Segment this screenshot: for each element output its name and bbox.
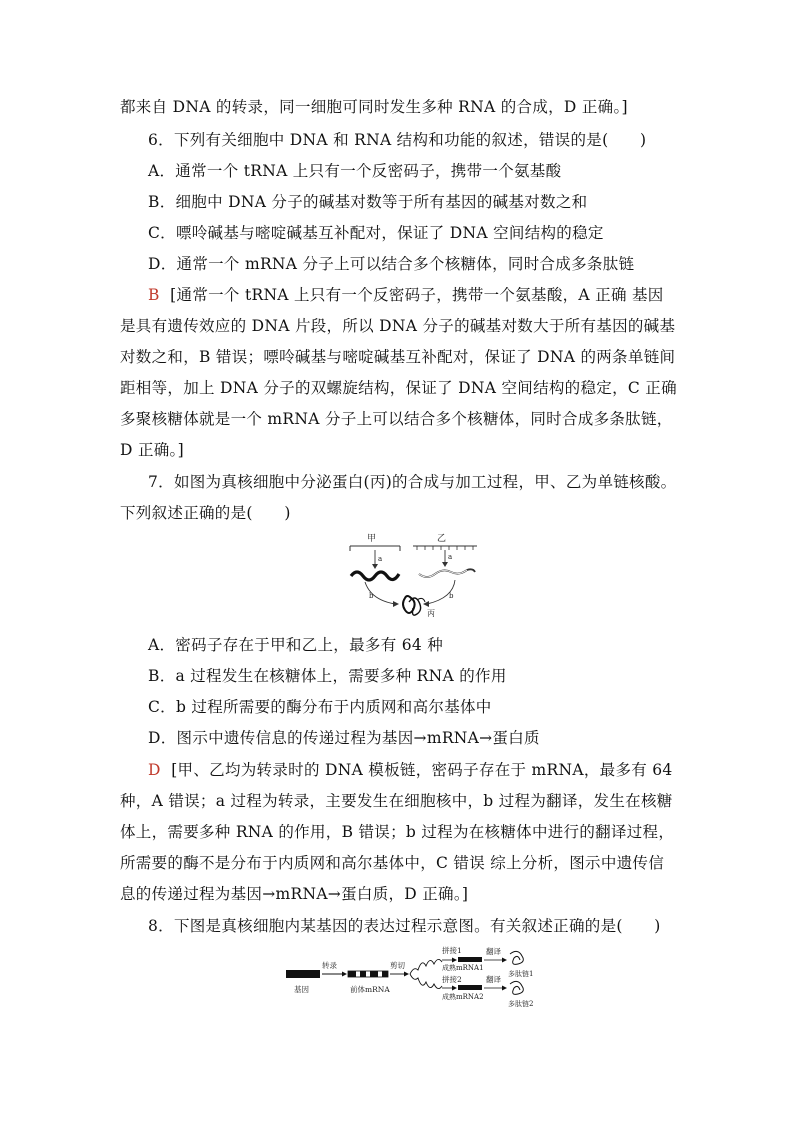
- q8-label-pre-mrna: 前体mRNA: [350, 985, 390, 994]
- q8-label-transcribe: 转录: [322, 961, 337, 970]
- q7-explanation-line4: 所需要的酶不是分布于内质网和高尔基体中，C 错误 综上分析，图示中遗传信: [120, 854, 665, 872]
- q6-option-a: A．通常一个 tRNA 上只有一个反密码子，携带一个氨基酸: [148, 162, 562, 180]
- q8-peptide2-shape: [510, 981, 523, 994]
- q7-label-a-right: a: [448, 553, 453, 561]
- q8-label-gene: 基因: [294, 985, 309, 994]
- q7-option-c: C．b 过程所需要的酶分布于内质网和高尔基体中: [148, 698, 492, 716]
- q6-option-b: B．细胞中 DNA 分子的碱基对数等于所有基因的碱基对数之和: [148, 193, 588, 211]
- q8-label-mature1: 成熟mRNA1: [442, 964, 484, 972]
- q8-label-peptide1: 多肽链1: [508, 970, 534, 978]
- q6-option-c: C．嘌呤碱基与嘧啶碱基互补配对，保证了 DNA 空间结构的稳定: [148, 224, 604, 242]
- q6-explanation-line4: 距相等，加上 DNA 分子的双螺旋结构，保证了 DNA 空间结构的稳定，C 正确: [120, 379, 677, 397]
- q8-pre-mrna-bar: [348, 971, 388, 977]
- q7-label-jia: 甲: [367, 534, 377, 544]
- q7-answer-letter: D: [148, 761, 161, 779]
- q8-peptide1-shape: [510, 951, 523, 964]
- q7-label-b-left: b: [369, 592, 374, 600]
- q7-explanation-line2: 种，A 错误；a 过程为转录，主要发生在细胞核中，b 过程为翻译，发生在核糖: [120, 792, 673, 810]
- q7-label-b-right: b: [449, 592, 454, 600]
- q6-stem: 6．下列有关细胞中 DNA 和 RNA 结构和功能的叙述，错误的是( ): [148, 131, 647, 149]
- q8-label-translate1: 翻译: [486, 947, 501, 956]
- q6-explanation-line2: 是具有遗传效应的 DNA 片段，所以 DNA 分子的碱基对数大于所有基因的碱基: [120, 317, 676, 335]
- q7-stem-line1: 7．如图为真核细胞中分泌蛋白(丙)的合成与加工过程，甲、乙为单链核酸。: [148, 473, 677, 491]
- q8-label-mature2: 成熟mRNA2: [442, 993, 484, 1001]
- q6-explanation-line5: 多聚核糖体就是一个 mRNA 分子上可以结合多个核糖体，同时合成多条肽链，: [120, 410, 673, 428]
- q7-option-d: D．图示中遗传信息的传递过程为基因→mRNA→蛋白质: [148, 729, 540, 747]
- q6-explanation-line1: [148, 284, 664, 306]
- q7-label-yi: 乙: [437, 534, 447, 544]
- q8-label-cut: 剪切: [390, 961, 405, 970]
- q8-stem: 8．下图是真核细胞内某基因的表达过程示意图。有关叙述正确的是( ): [148, 917, 661, 935]
- q7-label-bing: 丙: [427, 609, 435, 618]
- q7-exp1: [甲、乙均为转录时的 DNA 模板链，密码子存在于 mRNA，最多有 64: [171, 761, 673, 779]
- q7-explanation-line5: 息的传递过程为基因→mRNA→蛋白质，D 正确。]: [120, 885, 469, 903]
- q7-explanation-line1: [148, 759, 673, 781]
- q8-label-splice1: 拼接1: [442, 946, 462, 955]
- q6-answer-letter: B: [148, 286, 160, 304]
- q7-diagram: [345, 532, 480, 622]
- q8-label-splice2: 拼接2: [442, 975, 462, 984]
- q7-stem-line2: 下列叙述正确的是( ): [120, 504, 291, 522]
- q6-exp1: [通常一个 tRNA 上只有一个反密码子，携带一个氨基酸，A 正确 基因: [170, 286, 664, 304]
- q6-explanation-line6: D 正确。]: [120, 441, 184, 459]
- q8-diagram: [282, 944, 547, 1010]
- q8-label-translate2: 翻译: [486, 975, 501, 984]
- q6-explanation-line3: 对数之和，B 错误；嘌呤碱基与嘧啶碱基互补配对，保证了 DNA 的两条单链间: [120, 348, 676, 366]
- q6-option-d: D．通常一个 mRNA 分子上可以结合多个核糖体，同时合成多条肽链: [148, 255, 635, 273]
- prev-answer-line: 都来自 DNA 的转录，同一细胞可同时发生多种 RNA 的合成，D 正确。]: [120, 98, 628, 116]
- q7-explanation-line3: 体上，需要多种 RNA 的作用，B 错误；b 过程为在核糖体中进行的翻译过程，: [120, 823, 675, 841]
- q8-label-peptide2: 多肽链2: [508, 1000, 534, 1008]
- q7-label-a-left: a: [378, 555, 383, 563]
- q7-option-a: A．密码子存在于甲和乙上，最多有 64 种: [148, 636, 444, 654]
- q7-option-b: B．a 过程发生在核糖体上，需要多种 RNA 的作用: [148, 667, 507, 685]
